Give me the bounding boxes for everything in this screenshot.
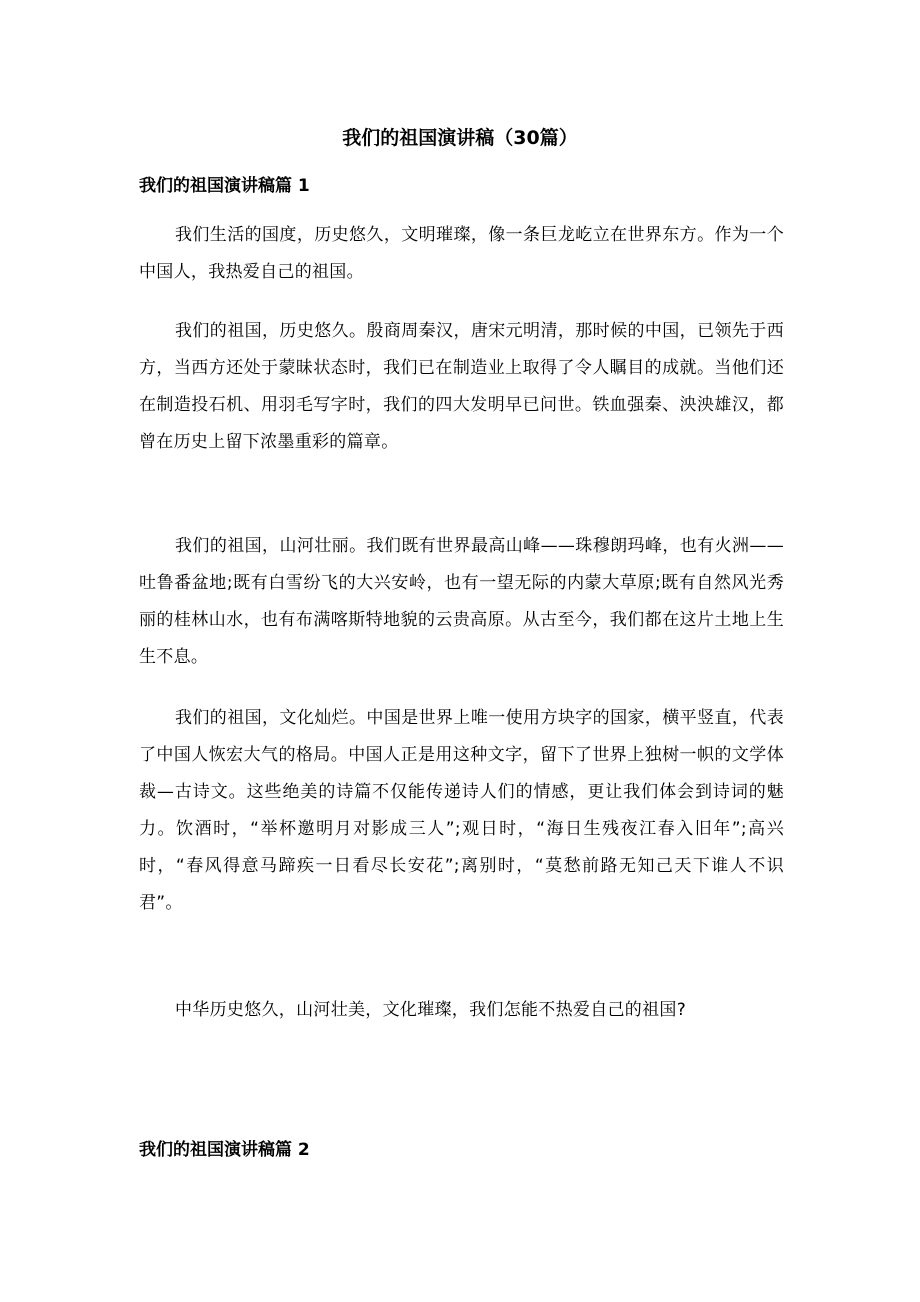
section-heading-2: 我们的祖国演讲稿篇 2 bbox=[139, 1140, 310, 1160]
paragraph-4: 我们的祖国，文化灿烂。中国是世界上唯一使用方块字的国家，横平竖直，代表了中国人恢宏大气的格局。中国人正是用这种文字，留下了世界上独树一帜的文学体裁—古诗文。这些绝美的诗篇不仅能传递诗人们的情感，更让我们体会到诗词的魅力。饮酒时，“举杯邀明月对影成三人”;观日时，“海日生残夜江春入旧年”;高兴时，“春风得意马蹄疾一日看尽长安花”;离别时，“莫愁前路无知己天下谁人不识君”。 bbox=[139, 708, 784, 913]
paragraph-2: 我们的祖国，历史悠久。殷商周秦汉，唐宋元明清，那时候的中国，已领先于西方，当西方还处于蒙昧状态时，我们已在制造业上取得了令人瞩目的成就。当他们还在制造投石机、用羽毛写字时，我们的四大发明早已问世。铁血强秦、泱泱雄汉，都曾在历史上留下浓墨重彩的篇章。 bbox=[139, 321, 784, 452]
section-heading-1: 我们的祖国演讲稿篇 1 bbox=[139, 176, 310, 196]
paragraph-1: 我们生活的国度，历史悠久，文明璀璨，像一条巨龙屹立在世界东方。作为一个中国人，我热爱自己的祖国。 bbox=[139, 225, 784, 282]
paragraph-5: 中华历史悠久，山河壮美，文化璀璨，我们怎能不热爱自己的祖国? bbox=[175, 1000, 687, 1020]
paragraph-3: 我们的祖国，山河壮丽。我们既有世界最高山峰——珠穆朗玛峰，也有火洲——吐鲁番盆地;既有白雪纷飞的大兴安岭，也有一望无际的内蒙大草原;既有自然风光秀丽的桂林山水，也有布满喀斯特地貌的云贵高原。从古至今，我们都在这片土地上生生不息。 bbox=[139, 536, 784, 667]
document-title: 我们的祖国演讲稿（30篇） bbox=[342, 127, 578, 149]
